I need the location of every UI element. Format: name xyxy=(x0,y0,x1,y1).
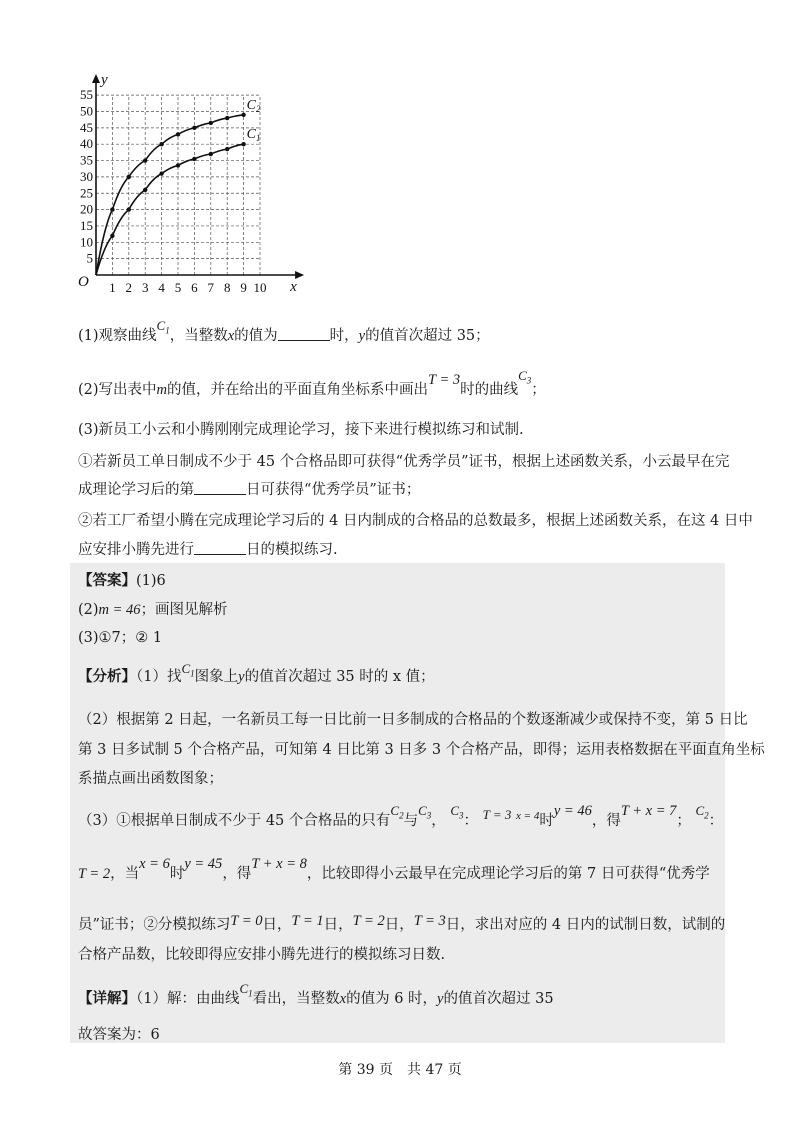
series xyxy=(96,98,261,275)
analysis-5: 员”证书；②分模拟练习T = 0日，T = 1日，T = 2日，T = 3日，求出对应的 4 日内的试制日数，试制的 xyxy=(78,913,726,933)
series-label-C2: $C_2$ xyxy=(246,97,261,114)
y-tick-label: 40 xyxy=(80,136,93,152)
answer-blank[interactable] xyxy=(194,480,246,495)
question-3: (3)新员工小云和小腾刚刚完成理论学习，接下来进行模拟练习和试制. xyxy=(78,422,524,438)
data-point-C1 xyxy=(176,163,180,167)
answer-2: (2)m = 46；画图见解析 xyxy=(78,602,228,618)
analysis-4: T = 2，当x = 6时y = 45，得T + x = 8，比较即得小云最早在完成理论学习后的第 7 日可获得“优秀学 xyxy=(78,856,710,882)
series-label-C1: $C_1$ xyxy=(246,127,261,144)
x-tick-label: 1 xyxy=(109,280,116,295)
data-point-C2 xyxy=(176,132,180,136)
answer-blank[interactable] xyxy=(194,540,246,555)
data-point-C1 xyxy=(209,152,213,156)
question-3-1-cont: 成理论学习后的第 日可获得“优秀学员”证书； xyxy=(78,482,421,498)
function-graph xyxy=(76,70,306,300)
y-tick-label: 50 xyxy=(80,103,93,119)
series-line-C2 xyxy=(96,115,244,275)
analysis-1: 【分析】（1）找$C_1$图象上y的值首次超过 35 时的 x 值； xyxy=(78,661,435,685)
analysis-2b: 第 3 日多试制 5 个合格产品，可知第 4 日比第 3 日多 3 个合格产品，即得；运用表格数据在平面直角坐标 xyxy=(78,742,765,758)
data-point-C1 xyxy=(241,142,245,146)
data-point-C2 xyxy=(192,126,196,130)
data-point-C1 xyxy=(143,188,147,192)
y-tick-label: 25 xyxy=(80,185,93,201)
y-axis-arrow xyxy=(92,74,100,83)
data-point-C1 xyxy=(225,147,229,151)
y-tick-label: 30 xyxy=(80,168,93,184)
data-point-C2 xyxy=(143,158,147,162)
detail-1: 【详解】（1）解：由曲线$C_1$看出，当整数x的值为 6 时，y的值首次超过 35 xyxy=(78,981,554,1007)
question-3-1: ①若新员工单日制成不少于 45 个合格品即可获得“优秀学员”证书，根据上述函数关系，小云最早在完 xyxy=(78,454,730,470)
data-point-C2 xyxy=(241,113,245,117)
y-tick-label: 5 xyxy=(86,250,93,266)
x-tick-label: 3 xyxy=(141,280,149,295)
x-tick-label: 10 xyxy=(253,280,267,295)
question-2: (2)写出表中m的值，并在给出的平面直角坐标系中画出T = 3时的曲线$C_3$； xyxy=(78,368,546,398)
answer-blank[interactable] xyxy=(278,326,330,341)
detail-2: 故答案为：6 xyxy=(78,1027,160,1043)
x-tick-label: 6 xyxy=(191,280,198,295)
x-tick-label: 2 xyxy=(125,280,133,295)
question-1: (1)观察曲线$C_1$，当整数x的值为 时，y的值首次超过 35； xyxy=(78,318,490,344)
answer-3: (3)①7；② 1 xyxy=(78,630,163,646)
x-tick-label: 4 xyxy=(158,280,165,295)
y-axis-label: y xyxy=(101,72,108,88)
x-axis-label: x xyxy=(290,279,297,295)
x-tick-label: 7 xyxy=(207,280,215,295)
data-point-C2 xyxy=(127,175,131,179)
page-footer: 第 39 页 共 47 页 xyxy=(338,1062,462,1078)
analysis-2c: 系描点画出函数图象； xyxy=(78,771,223,787)
x-tick-label: 8 xyxy=(223,280,231,295)
analysis-2a: （2）根据第 2 日起，一名新员工每一日比前一日多制成的合格品的个数逐渐减少或保持不变，第 5 日比 xyxy=(78,712,748,728)
question-3-2: ②若工厂希望小腾在完成理论学习后的 4 日内制成的合格品的总数最多，根据上述函数关系，在这 4 日中 xyxy=(78,513,753,529)
y-tick-label: 20 xyxy=(80,201,93,217)
analysis-3: （3）①根据单日制成不少于 45 个合格品的只有$C_2$与$C_3$， $C_3$： T = 3 $^{x = 4}$时y = 46，得T + x = 7； $C_2$： xyxy=(78,803,724,829)
data-point-C2 xyxy=(159,142,163,146)
data-point-C2 xyxy=(225,116,229,120)
origin-label: O xyxy=(78,274,89,290)
grid xyxy=(96,95,260,275)
y-tick-label: 15 xyxy=(80,217,93,233)
x-axis-arrow xyxy=(295,271,304,279)
data-point-C1 xyxy=(159,171,163,175)
y-tick-label: 55 xyxy=(80,87,93,103)
x-tick-label: 5 xyxy=(174,280,182,295)
question-3-2-cont: 应安排小腾先进行 日的模拟练习. xyxy=(78,542,338,558)
data-point-C2 xyxy=(209,121,213,125)
y-tick-label: 10 xyxy=(80,234,93,250)
y-tick-label: 45 xyxy=(80,119,93,135)
x-tick-label: 9 xyxy=(240,280,247,295)
axes xyxy=(92,74,304,279)
analysis-6: 合格产品数，比较即得应安排小腾先进行的模拟练习日数. xyxy=(78,947,446,963)
data-point-C1 xyxy=(127,207,131,211)
tick-labels xyxy=(78,72,297,295)
y-tick-label: 35 xyxy=(80,152,93,168)
data-point-C1 xyxy=(110,234,114,238)
answer-1: 【答案】(1)6 xyxy=(78,572,166,589)
data-point-C2 xyxy=(110,207,114,211)
data-point-C1 xyxy=(192,157,196,161)
